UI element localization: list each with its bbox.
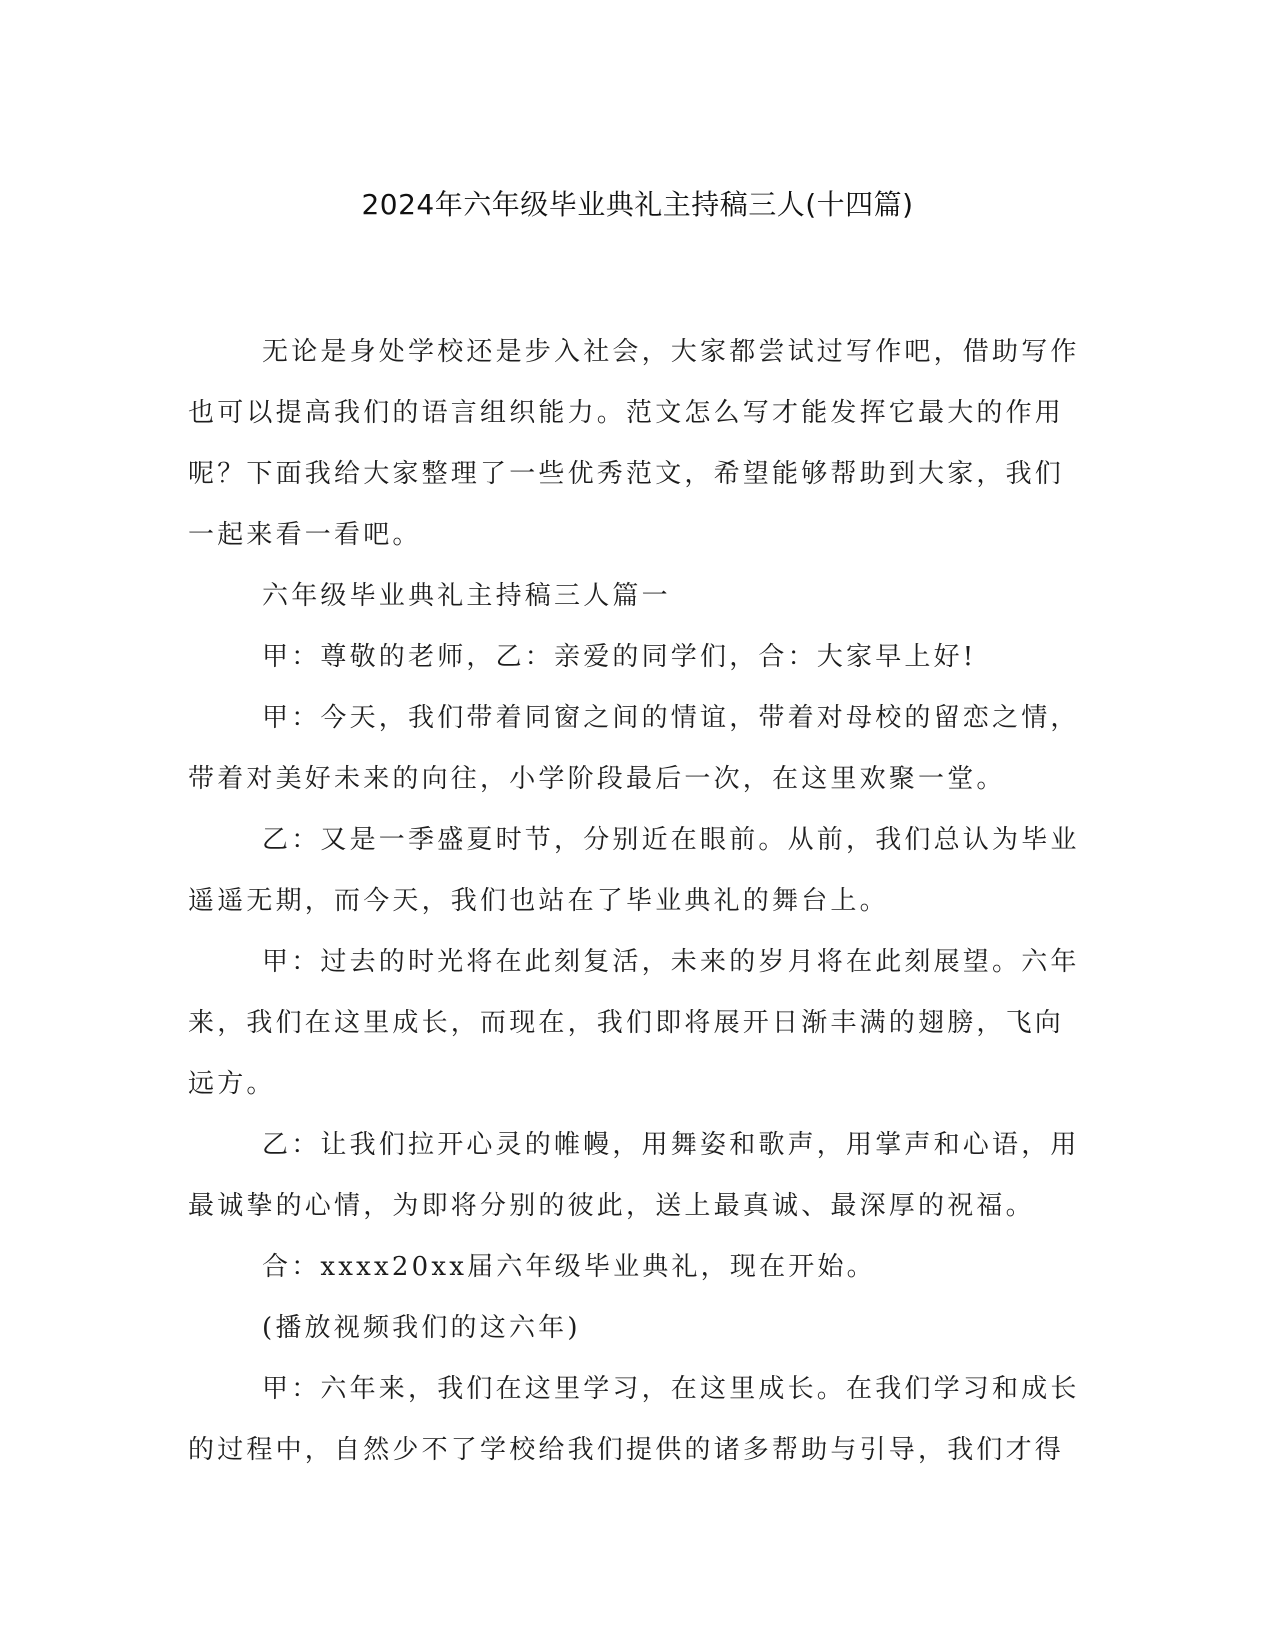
dialogue-line: 甲：过去的时光将在此刻复活，未来的岁月将在此刻展望。六年来，我们在这里成长，而现在，我们即将展开日渐丰满的翅膀，飞向远方。: [188, 947, 1080, 1099]
dialogue-line: 合：xxxx20xx届六年级毕业典礼，现在开始。: [262, 1252, 876, 1282]
intro-paragraph: 无论是身处学校还是步入社会，大家都尝试过写作吧，借助写作也可以提高我们的语言组织能力。范文怎么写才能发挥它最大的作用呢？下面我给大家整理了一些优秀范文，希望能够帮助到大家，我们一起来看一看吧。: [188, 337, 1080, 550]
dialogue-line: 甲：六年来，我们在这里学习，在这里成长。在我们学习和成长的过程中，自然少不了学校给我们提供的诸多帮助与引导，我们才得: [188, 1374, 1080, 1465]
dialogue-line: 乙：让我们拉开心灵的帷幔，用舞姿和歌声，用掌声和心语，用最诚挚的心情，为即将分别的彼此，送上最真诚、最深厚的祝福。: [188, 1130, 1080, 1221]
dialogue-line: 甲：今天，我们带着同窗之间的情谊，带着对母校的留恋之情，带着对美好未来的向往，小学阶段最后一次，在这里欢聚一堂。: [188, 703, 1080, 794]
dialogue-line: 乙：又是一季盛夏时节，分别近在眼前。从前，我们总认为毕业遥遥无期，而今天，我们也站在了毕业典礼的舞台上。: [188, 825, 1080, 916]
document-body: [188, 322, 1088, 1481]
dialogue-line: 甲：尊敬的老师，乙：亲爱的同学们，合：大家早上好!: [262, 642, 977, 672]
section-heading: 六年级毕业典礼主持稿三人篇一: [262, 581, 671, 611]
document-title: 2024年六年级毕业典礼主持稿三人(十四篇): [361, 188, 914, 221]
stage-direction: (播放视频我们的这六年): [262, 1313, 581, 1343]
